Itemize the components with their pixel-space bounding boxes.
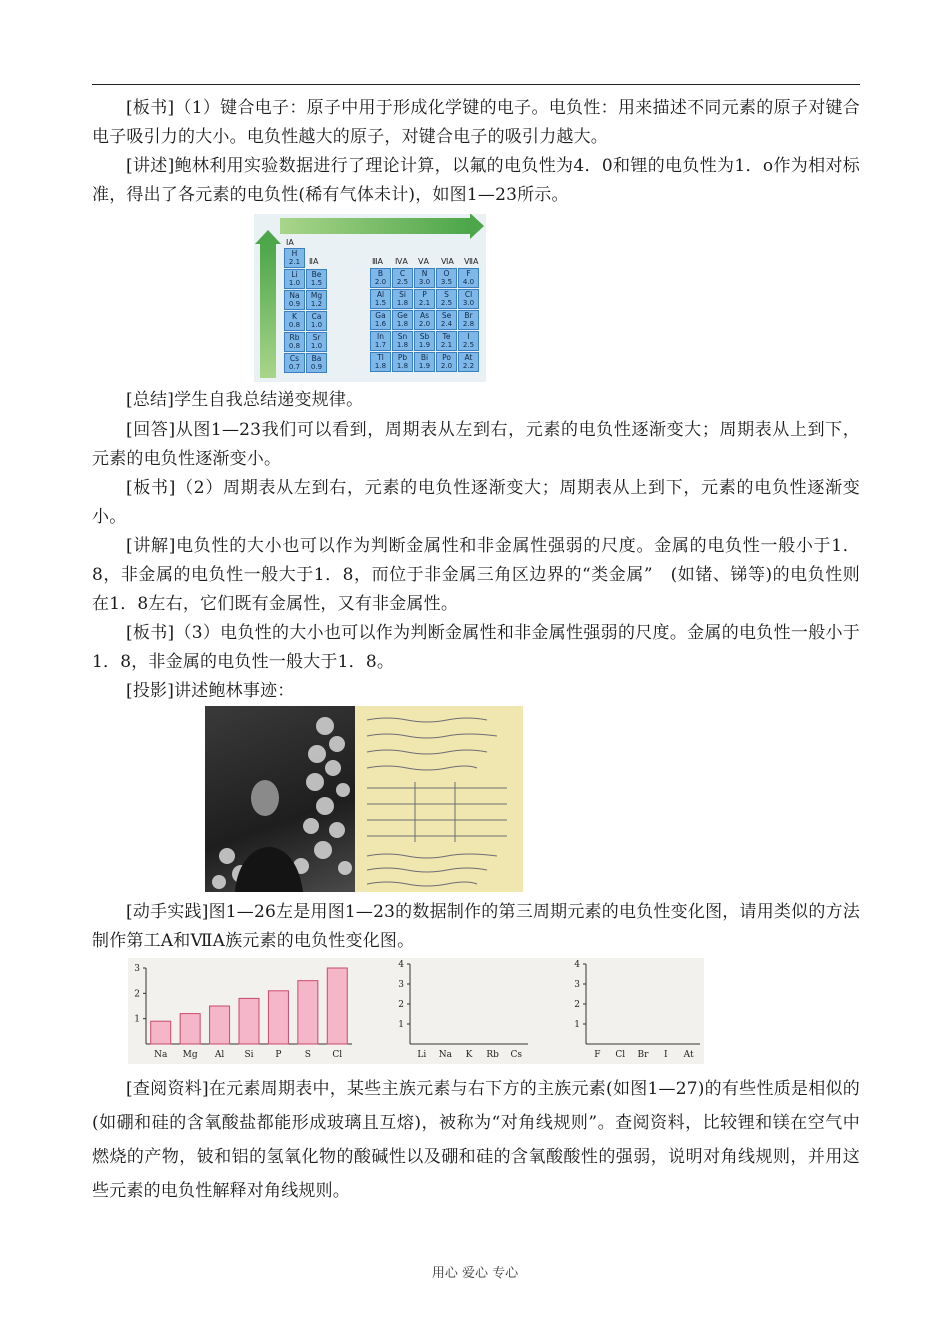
element-electronegativity: 0.8 xyxy=(288,342,301,350)
chart-2-y-tick-label: 3 xyxy=(574,980,580,990)
pauling-photo-figure xyxy=(205,706,523,892)
paragraph-lecture-1: [讲述]鲍林利用实验数据进行了理论计算，以氟的电负性为4．0和锂的电负性为1．o作为相对标准，得出了各元素的电负性(稀有气体未计)，如图1—23所示。 xyxy=(92,156,860,205)
right-cell-sb xyxy=(414,331,435,351)
element-symbol: K xyxy=(292,312,297,321)
electronegativity-periodic-table-figure xyxy=(254,214,486,382)
right-cell-cl xyxy=(458,289,479,309)
paragraph-board-3: [板书]（3）电负性的大小也可以作为判断金属性和非金属性强弱的尺度。金属的电负性一般小于1．8，非金属的电负性一般大于1．8。 xyxy=(92,623,860,672)
element-electronegativity: 1.0 xyxy=(310,342,323,350)
arrow-up-icon xyxy=(260,244,276,378)
right-cell-br xyxy=(458,310,479,330)
right-cell-f xyxy=(458,268,479,288)
element-electronegativity: 0.7 xyxy=(288,363,301,371)
element-symbol: Te xyxy=(442,332,451,341)
element-symbol: F xyxy=(466,269,471,278)
element-electronegativity: 2.5 xyxy=(462,341,475,349)
element-symbol: Pb xyxy=(397,353,408,362)
left-cell-ca xyxy=(306,311,327,331)
chart-0-x-tick-label: Al xyxy=(214,1050,225,1060)
paragraph-board-2: [板书]（2）周期表从左到右，元素的电负性逐渐变大；周期表从上到下，元素的电负性逐渐变小。 xyxy=(92,478,860,527)
element-symbol: Si xyxy=(399,290,406,299)
paragraph-practice: [动手实践]图1—26左是用图1—23的数据制作的第三周期元素的电负性变化图，请用类似的方法制作第工A和ⅦA族元素的电负性变化图。 xyxy=(92,902,860,951)
element-symbol: N xyxy=(421,269,428,278)
element-symbol: Ba xyxy=(311,354,322,363)
right-cell-tl xyxy=(370,352,391,372)
element-symbol: In xyxy=(377,332,384,341)
right-cell-i xyxy=(458,331,479,351)
left-cell-sr xyxy=(306,332,327,352)
element-symbol: Br xyxy=(464,311,473,320)
chart-2-x-tick-label: At xyxy=(683,1050,694,1060)
element-electronegativity: 4.0 xyxy=(462,278,475,286)
chart-0-x-tick-label: S xyxy=(304,1050,311,1060)
paragraph-projection: [投影]讲述鲍林事迹： xyxy=(126,681,295,701)
element-electronegativity: 2.1 xyxy=(418,299,431,307)
element-electronegativity: 1.8 xyxy=(396,320,409,328)
element-electronegativity: 2.0 xyxy=(418,320,431,328)
right-cell-bi xyxy=(414,352,435,372)
element-electronegativity: 2.8 xyxy=(462,320,475,328)
element-electronegativity: 2.0 xyxy=(440,362,453,370)
chart-0-bar-mg xyxy=(180,1014,200,1044)
electronegativity-bar-charts-figure xyxy=(128,958,704,1064)
pauling-portrait-photo xyxy=(205,706,355,892)
element-symbol: Sb xyxy=(419,332,430,341)
element-symbol: Cs xyxy=(289,354,300,363)
handwritten-notes-photo xyxy=(355,706,523,892)
arrow-right-icon xyxy=(280,218,470,234)
left-cell-ba xyxy=(306,353,327,373)
chart-0-bar-na xyxy=(151,1021,171,1044)
element-symbol: Ga xyxy=(375,311,386,320)
page-footer: 用心 爱心 专心 xyxy=(431,1266,519,1281)
element-symbol: Al xyxy=(376,290,385,299)
chart-2-x-tick-label: I xyxy=(664,1050,668,1060)
element-electronegativity: 1.5 xyxy=(310,279,323,287)
chart-2-y-tick-label: 4 xyxy=(574,960,580,970)
element-electronegativity: 2.1 xyxy=(288,258,301,266)
element-symbol: S xyxy=(444,290,449,299)
element-symbol: As xyxy=(419,311,430,320)
right-cell-at xyxy=(458,352,479,372)
chart-1-y-tick-label: 2 xyxy=(398,1000,404,1010)
element-electronegativity: 0.9 xyxy=(310,363,323,371)
element-electronegativity: 1.8 xyxy=(396,299,409,307)
element-symbol: H xyxy=(291,249,298,258)
chart-1-x-tick-label: Na xyxy=(438,1050,453,1060)
right-cell-al xyxy=(370,289,391,309)
element-electronegativity: 1.9 xyxy=(418,362,431,370)
element-symbol: O xyxy=(443,269,450,278)
chart-0-x-tick-label: P xyxy=(275,1050,282,1060)
right-cell-se xyxy=(436,310,457,330)
element-symbol: B xyxy=(377,269,384,278)
element-electronegativity: 1.8 xyxy=(374,362,387,370)
element-electronegativity: 2.5 xyxy=(440,299,453,307)
element-symbol: Mg xyxy=(310,291,323,300)
paragraph-answer: [回答]从图1—23我们可以看到，周期表从左到右，元素的电负性逐渐变大；周期表从上到下，元素的电负性逐渐变小。 xyxy=(92,420,860,469)
paragraph-board-1: [板书]（1）键合电子：原子中用于形成化学键的电子。电负性：用来描述不同元素的原子对键合电子吸引力的大小。电负性越大的原子，对键合电子的吸引力越大。 xyxy=(92,98,860,147)
chart-0-x-tick-label: Mg xyxy=(182,1050,198,1060)
right-cell-o xyxy=(436,268,457,288)
left-cell-cs xyxy=(284,353,305,373)
left-cell-h xyxy=(284,248,305,268)
element-symbol: Po xyxy=(442,353,451,362)
right-cell-n xyxy=(414,268,435,288)
left-cell-be xyxy=(306,269,327,289)
group-label-1a: ⅠA xyxy=(286,238,294,247)
element-electronegativity: 3.0 xyxy=(418,278,431,286)
paragraph-explain: [讲解]电负性的大小也可以作为判断金属性和非金属性强弱的尺度。金属的电负性一般小于1．8，非金属的电负性一般大于1．8，而位于非金属三角区边界的“类金属” (如锗、锑等)的电负性则在1．8左右，它们既有金属性，又有非金属性。 xyxy=(92,536,860,614)
element-electronegativity: 0.8 xyxy=(288,321,301,329)
element-symbol: Cl xyxy=(464,290,473,299)
left-cell-rb xyxy=(284,332,305,352)
left-cell-mg xyxy=(306,290,327,310)
right-cell-po xyxy=(436,352,457,372)
right-cell-ga xyxy=(370,310,391,330)
chart-0-bar-al xyxy=(210,1006,230,1044)
right-cell-p xyxy=(414,289,435,309)
chart-0-bar-cl xyxy=(327,968,347,1044)
right-block-cells xyxy=(370,268,479,372)
chart-2-x-tick-label: Cl xyxy=(615,1050,626,1060)
element-symbol: Rb xyxy=(289,333,300,342)
element-symbol: P xyxy=(422,290,427,299)
right-cell-c xyxy=(392,268,413,288)
element-electronegativity: 1.6 xyxy=(374,320,387,328)
chart-1-y-tick-label: 3 xyxy=(398,980,404,990)
group-label-6a: ⅥA xyxy=(441,257,454,266)
chart-2-y-tick-label: 2 xyxy=(574,1000,580,1010)
element-electronegativity: 2.2 xyxy=(462,362,475,370)
right-cell-sn xyxy=(392,331,413,351)
chart-0-x-tick-label: Si xyxy=(244,1050,254,1060)
group-label-2a: ⅡA xyxy=(309,257,319,266)
chart-0-x-tick-label: Na xyxy=(154,1050,168,1060)
header-rule xyxy=(92,84,860,85)
element-electronegativity: 2.1 xyxy=(440,341,453,349)
right-cell-b xyxy=(370,268,391,288)
left-block-cells xyxy=(284,248,327,373)
right-cell-pb xyxy=(392,352,413,372)
chart-0-y-tick-label: 3 xyxy=(134,964,140,974)
element-symbol: Be xyxy=(311,270,322,279)
right-cell-ge xyxy=(392,310,413,330)
element-electronegativity: 3.0 xyxy=(462,299,475,307)
right-cell-s xyxy=(436,289,457,309)
element-electronegativity: 1.9 xyxy=(418,341,431,349)
element-symbol: Ge xyxy=(397,311,408,320)
group-label-5a: ⅤA xyxy=(418,257,429,266)
chart-1-x-tick-label: Li xyxy=(417,1050,427,1060)
element-electronegativity: 2.4 xyxy=(440,320,453,328)
chart-0-y-tick-label: 1 xyxy=(134,1014,140,1025)
element-symbol: Sr xyxy=(312,333,321,342)
element-symbol: Sn xyxy=(397,332,408,341)
chart-0-bar-s xyxy=(298,981,318,1044)
group-label-4a: ⅣA xyxy=(395,257,408,266)
element-electronegativity: 3.5 xyxy=(440,278,453,286)
element-symbol: Na xyxy=(289,291,300,300)
element-electronegativity: 1.8 xyxy=(396,341,409,349)
chart-1-x-tick-label: K xyxy=(465,1050,473,1060)
element-electronegativity: 1.5 xyxy=(374,299,387,307)
right-cell-in xyxy=(370,331,391,351)
element-electronegativity: 2.0 xyxy=(374,278,387,286)
right-cell-as xyxy=(414,310,435,330)
chart-1-y-tick-label: 4 xyxy=(398,960,404,970)
chart-2-y-tick-label: 1 xyxy=(574,1020,580,1030)
left-cell-k xyxy=(284,311,305,331)
element-electronegativity: 1.2 xyxy=(310,300,323,308)
left-cell-na xyxy=(284,290,305,310)
element-electronegativity: 1.7 xyxy=(374,341,387,349)
chart-1-x-tick-label: Rb xyxy=(486,1050,499,1060)
paragraph-summary: [总结]学生自我总结递变规律。 xyxy=(126,390,364,410)
element-symbol: Bi xyxy=(420,353,429,362)
group-label-3a: ⅢA xyxy=(372,257,383,266)
element-symbol: At xyxy=(464,353,473,362)
paragraph-research: [查阅资料]在元素周期表中，某些主族元素与右下方的主族元素(如图1—27)的有些性质是相似的(如硼和硅的含氧酸盐都能形成玻璃且互熔)，被称为“对角线规则”。查阅资料，比较锂和镁在空气中燃烧的产物，铍和铝的氢氧化物的酸碱性以及硼和硅的含氧酸酸性的强弱，说明对角线规则，并用这些元素的电负性解释对角线规则。 xyxy=(92,1079,860,1201)
element-symbol: Se xyxy=(441,311,452,320)
element-electronegativity: 1.0 xyxy=(310,321,323,329)
element-symbol: C xyxy=(399,269,406,278)
chart-2-x-tick-label: F xyxy=(594,1050,601,1060)
element-symbol: I xyxy=(467,332,470,341)
element-electronegativity: 0.9 xyxy=(288,300,301,308)
group-label-7a: ⅦA xyxy=(464,257,479,266)
element-symbol: Tl xyxy=(377,353,384,362)
element-electronegativity: 2.5 xyxy=(396,278,409,286)
right-cell-te xyxy=(436,331,457,351)
right-cell-si xyxy=(392,289,413,309)
bar-charts-svg xyxy=(128,958,704,1064)
chart-1-x-tick-label: Cs xyxy=(510,1050,522,1060)
left-cell-li xyxy=(284,269,305,289)
chart-0-y-tick-label: 2 xyxy=(134,989,140,1000)
element-symbol: Ca xyxy=(311,312,322,321)
chart-0-x-tick-label: Cl xyxy=(332,1050,343,1060)
element-electronegativity: 1.8 xyxy=(396,362,409,370)
element-symbol: Li xyxy=(291,270,298,279)
chart-1-y-tick-label: 1 xyxy=(398,1020,404,1030)
chart-0-bar-p xyxy=(268,991,288,1044)
chart-0-bar-si xyxy=(239,998,259,1044)
chart-2-x-tick-label: Br xyxy=(637,1050,649,1060)
element-electronegativity: 1.0 xyxy=(288,279,301,287)
